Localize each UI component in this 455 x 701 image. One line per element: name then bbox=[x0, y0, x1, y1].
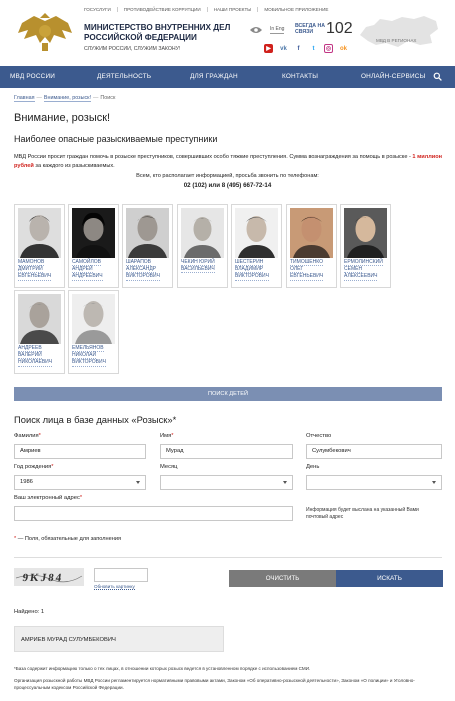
phone-numbers: 02 (102) или 8 (495) 667-72-14 bbox=[183, 182, 272, 189]
hotline-number[interactable]: 102 bbox=[326, 20, 353, 37]
ministry-title[interactable]: МИНИСТЕРСТВО ВНУТРЕННИХ ДЕЛ РОССИЙСКОЙ ФЕДЕРАЦИИ bbox=[84, 23, 231, 42]
middlename-field[interactable]: Сулумбекович bbox=[306, 444, 442, 459]
wanted-photo[interactable] bbox=[18, 294, 61, 344]
birthyear-label: Год рождения* bbox=[14, 464, 54, 470]
footnote-database: *База содержит информацию только о тех лицах, в отношении которых розыск ведется в установленном порядке с использованием СМИ. bbox=[14, 666, 311, 671]
firstname-field[interactable]: Мурад bbox=[160, 444, 293, 459]
top-link-mobile-app[interactable]: МОБИЛЬНОЕ ПРИЛОЖЕНИЕ bbox=[264, 7, 329, 12]
email-label: Ваш электронный адрес* bbox=[14, 495, 83, 501]
middlename-label: Отчество bbox=[306, 433, 332, 439]
wanted-card[interactable] bbox=[14, 204, 65, 288]
wanted-card[interactable] bbox=[340, 204, 391, 288]
birthyear-select[interactable]: 1986 bbox=[14, 475, 146, 490]
lastname-field[interactable]: Амриев bbox=[14, 444, 146, 459]
wanted-card[interactable] bbox=[177, 204, 228, 288]
youtube-icon[interactable]: ▶ bbox=[264, 44, 273, 53]
nav-item-mvd[interactable]: МВД РОССИИ bbox=[10, 73, 56, 80]
wanted-photo[interactable] bbox=[290, 208, 333, 258]
nav-item-online-services[interactable]: ОНЛАЙН-СЕРВИСЫ bbox=[361, 73, 426, 80]
captcha-text: 9KJ84 bbox=[21, 572, 64, 584]
eye-icon[interactable] bbox=[250, 26, 262, 34]
odnoklassniki-icon[interactable]: ok bbox=[339, 45, 347, 52]
wanted-name[interactable]: МАМОНОВ ДМИТРИЙ ЕВГЕНЬЕВИЧ bbox=[18, 259, 52, 280]
wanted-name[interactable]: ЧЕКИН ЮРИЙ ВАСИЛЬЕВИЧ bbox=[181, 259, 215, 273]
wanted-name[interactable]: ЕМЕЛЬЯНОВ НИКОЛАЙ ВИКТОРОВИЧ bbox=[72, 345, 106, 366]
captcha-input[interactable] bbox=[94, 568, 148, 582]
footnote-legal: Организация розыскной работы МВД России регламентируется нормативными правовыми актами, Законом «Об оперативно-розыскной деятельности», Законом «О полиции» и Уголовно-процессуальным кодексом Российской Федерации. bbox=[14, 678, 415, 690]
wanted-card[interactable] bbox=[231, 204, 282, 288]
wanted-card[interactable] bbox=[122, 204, 173, 288]
top-link-gosuslugi[interactable]: ГОСУСЛУГИ bbox=[84, 7, 118, 12]
search-children-button[interactable]: ПОИСК ДЕТЕЙ bbox=[14, 387, 442, 401]
page-title: Внимание, розыск! bbox=[14, 112, 111, 124]
email-field[interactable] bbox=[14, 506, 293, 521]
breadcrumb-current: Поиск bbox=[100, 95, 116, 101]
language-switch[interactable]: In Eng bbox=[270, 26, 285, 32]
top-link-projects[interactable]: НАШИ ПРОЕКТЫ bbox=[208, 7, 259, 12]
breadcrumb: Главная — Внимание, розыск! — Поиск bbox=[14, 95, 116, 101]
twitter-icon[interactable]: t bbox=[309, 44, 318, 53]
found-count: Найдено: 1 bbox=[14, 609, 45, 615]
wanted-photo[interactable] bbox=[72, 208, 115, 258]
wanted-name[interactable]: ТИМОШЕНКО ОЛЕГ ЕВГЕНЬЕВИЧ bbox=[290, 259, 324, 280]
regions-label[interactable]: МВД В РЕГИОНАХ bbox=[376, 38, 417, 43]
nav-item-contacts[interactable]: КОНТАКТЫ bbox=[282, 73, 319, 80]
wanted-photo[interactable] bbox=[181, 208, 224, 258]
breadcrumb-wanted[interactable]: Внимание, розыск! bbox=[43, 95, 92, 101]
wanted-photo[interactable] bbox=[72, 294, 115, 344]
section-heading: Наиболее опасные разыскиваемые преступники bbox=[14, 134, 218, 144]
search-icon[interactable] bbox=[433, 72, 442, 81]
wanted-photo[interactable] bbox=[18, 208, 61, 258]
intro-text-after: за каждого из разыскиваемых. bbox=[35, 163, 115, 169]
russia-map-icon[interactable] bbox=[358, 13, 440, 51]
month-select[interactable] bbox=[160, 475, 293, 490]
captcha-image bbox=[14, 568, 84, 586]
wanted-name[interactable]: ЕРМОЛИНСКИЙ СЕМЕН АЛЕКСЕЕВИЧ bbox=[344, 259, 383, 280]
wanted-card[interactable] bbox=[286, 204, 337, 288]
top-link-anticorruption[interactable]: ПРОТИВОДЕЙСТВИЕ КОРРУПЦИИ bbox=[118, 7, 208, 12]
hotline-label: ВСЕГДА НА СВЯЗИ bbox=[295, 23, 325, 36]
wanted-card[interactable] bbox=[68, 290, 119, 374]
breadcrumb-home[interactable]: Главная bbox=[14, 95, 35, 101]
wanted-photo[interactable] bbox=[235, 208, 278, 258]
wanted-name[interactable]: АНДРЕЕВ ВАЛЕРИЙ НИКОЛАЕВИЧ bbox=[18, 345, 53, 366]
lastname-label: Фамилия* bbox=[14, 433, 41, 439]
clear-button[interactable]: ОЧИСТИТЬ bbox=[229, 570, 336, 587]
result-item[interactable]: АМРИЕВ МУРАД СУЛУМБЕКОВИЧ bbox=[14, 626, 224, 652]
captcha-refresh-link[interactable]: Обновить картинку bbox=[94, 584, 135, 589]
nav-item-activity[interactable]: ДЕЯТЕЛЬНОСТЬ bbox=[97, 73, 152, 80]
main-nav bbox=[0, 66, 455, 88]
intro-text bbox=[14, 153, 442, 171]
day-select[interactable] bbox=[306, 475, 442, 490]
social-links bbox=[264, 44, 348, 53]
wanted-name[interactable]: ШЕСТЕРИН ВЛАДИМИР ВИКТОРОВИЧ bbox=[235, 259, 269, 280]
search-button[interactable]: ИСКАТЬ bbox=[336, 570, 443, 587]
wanted-card[interactable] bbox=[68, 204, 119, 288]
nav-item-citizens[interactable]: ДЛЯ ГРАЖДАН bbox=[190, 73, 238, 80]
instagram-icon[interactable]: ◎ bbox=[325, 46, 332, 52]
double-headed-eagle-logo[interactable] bbox=[14, 13, 76, 53]
facebook-icon[interactable]: f bbox=[294, 44, 303, 53]
divider bbox=[14, 557, 442, 558]
wanted-photo[interactable] bbox=[344, 208, 387, 258]
vk-icon[interactable]: vk bbox=[280, 45, 287, 52]
email-hint: Информация будет выслана на указанный Вами почтовый адрес bbox=[306, 507, 419, 520]
day-label: День bbox=[306, 464, 320, 470]
wanted-name[interactable]: ШАРАПОВ АЛЕКСАНДР ВИКТОРОВИЧ bbox=[126, 259, 160, 280]
reward-amount: 1 миллион рублей bbox=[14, 154, 443, 169]
slogan: СЛУЖИМ РОССИИ, СЛУЖИМ ЗАКОНУ! bbox=[84, 46, 181, 52]
firstname-label: Имя* bbox=[160, 433, 174, 439]
intro-text-before: МВД России просит граждан помочь в розыске преступников, совершивших особо тяжкие преступления. Сумма вознаграждения за помощь в розыске - bbox=[14, 154, 411, 160]
required-note: * — Поля, обязательные для заполнения bbox=[14, 536, 121, 542]
contact-line: Всем, кто располагает информацией, просьба звонить по телефонам: bbox=[136, 173, 319, 179]
wanted-card[interactable] bbox=[14, 290, 65, 374]
language-underline bbox=[270, 33, 284, 34]
wanted-photo[interactable] bbox=[126, 208, 169, 258]
wanted-name[interactable]: САМОЙЛОВ АНДРЕЙ АНДРЕЕВИЧ bbox=[72, 259, 103, 280]
search-form-title: Поиск лица в базе данных «Розыск»* bbox=[14, 414, 177, 425]
top-links bbox=[84, 7, 334, 12]
month-label: Месяц bbox=[160, 464, 178, 470]
